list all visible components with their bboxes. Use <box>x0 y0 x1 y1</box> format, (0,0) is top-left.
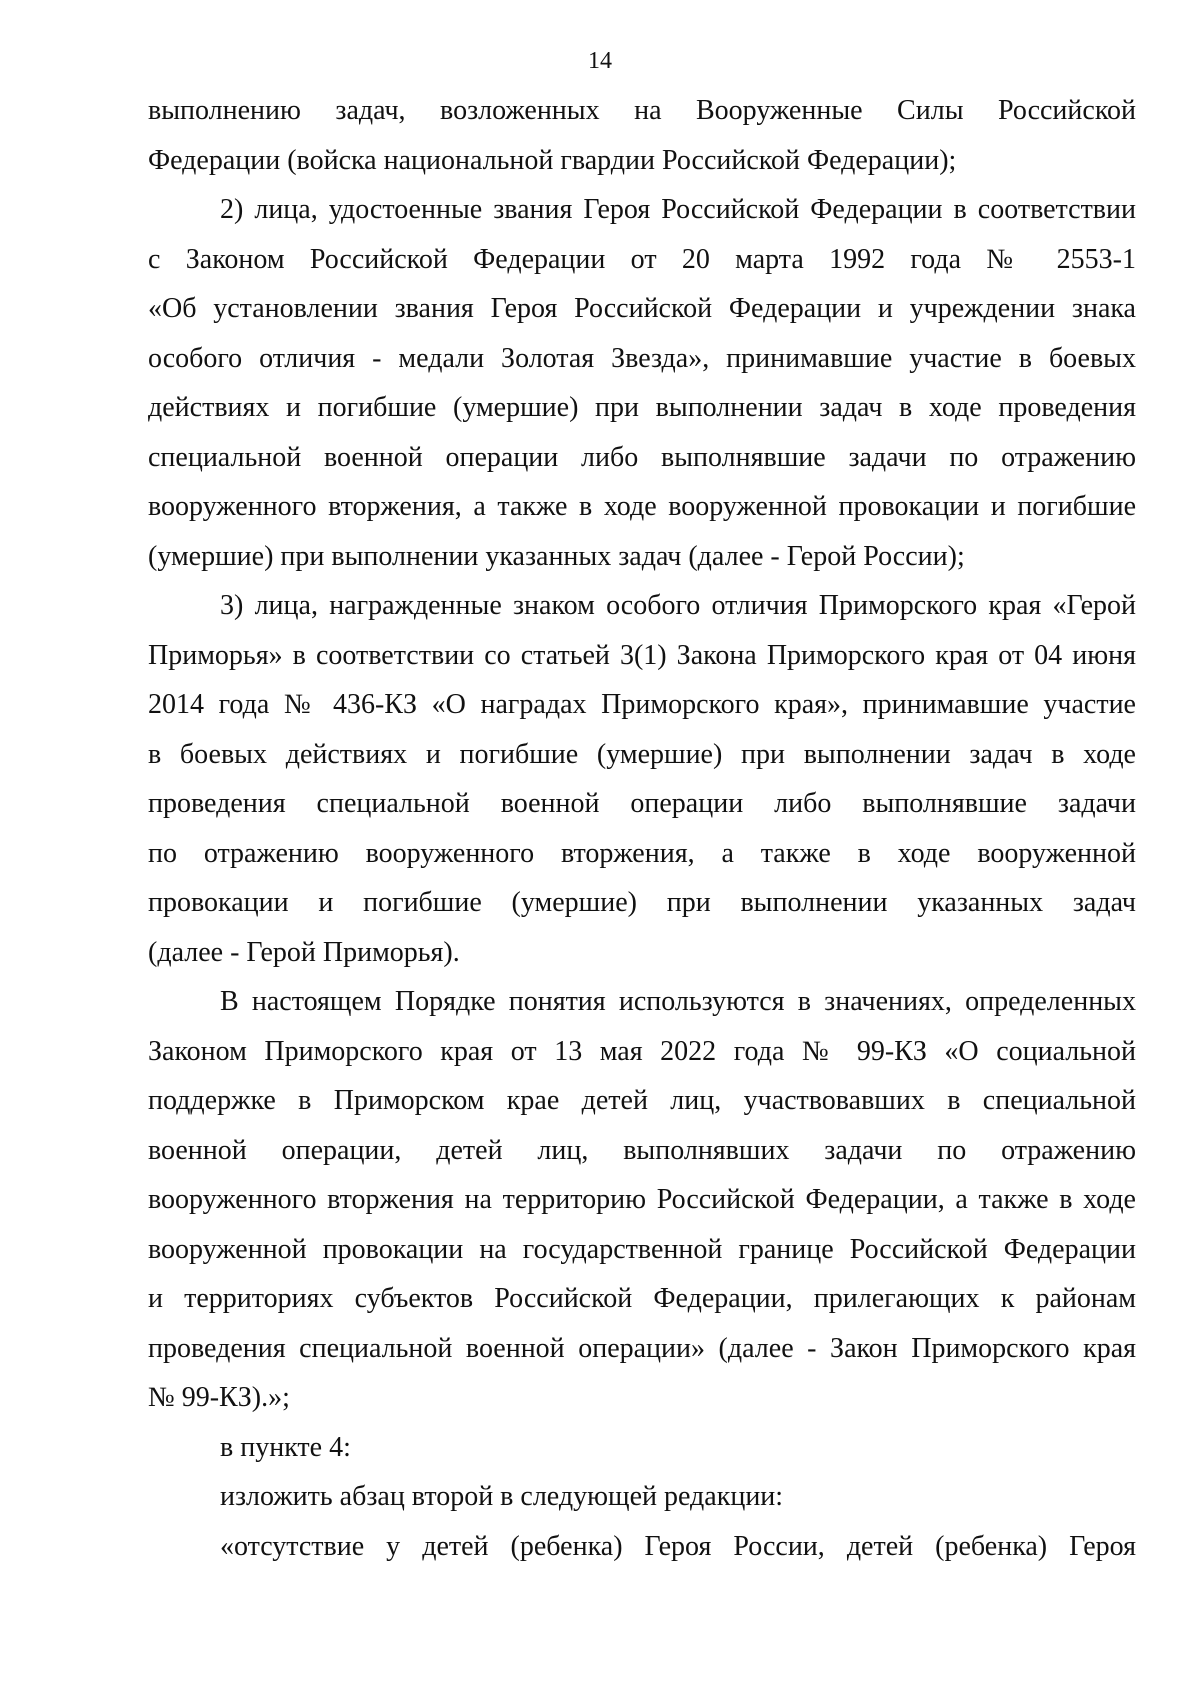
paragraph-4 <box>148 977 1136 1423</box>
text-line: действиях и погибшие (умершие) при выполнении задач в ходе проведения <box>148 392 1136 423</box>
text-line: с Законом Российской Федерации от 20 марта 1992 года № 2553-1 <box>148 243 1136 275</box>
text-line: вооруженного вторжения, а также в ходе вооруженной провокации и погибшие <box>148 491 1136 522</box>
paragraph-7 <box>148 1522 1136 1572</box>
text-line: и территориях субъектов Российской Федерации, прилегающих к районам <box>148 1283 1136 1314</box>
text-line: военной операции, детей лиц, выполнявших задачи по отражению <box>148 1134 1136 1166</box>
text-line: Приморья» в соответствии со статьей 3(1) Закона Приморского края от 04 июня <box>148 639 1136 671</box>
text-line: в пункте 4: <box>220 1431 351 1463</box>
text-line: «отсутствие у детей (ребенка) Героя России, детей (ребенка) Героя <box>220 1530 1136 1562</box>
text-line: вооруженной провокации на государственной границе Российской Федерации <box>148 1233 1136 1265</box>
text-line: в боевых действиях и погибшие (умершие) при выполнении задач в ходе <box>148 738 1136 770</box>
text-line: (умершие) при выполнении указанных задач (далее - Герой России); <box>148 540 965 572</box>
text-line: по отражению вооруженного вторжения, а также в ходе вооруженной <box>148 837 1136 869</box>
text-line: № 99-КЗ).»; <box>148 1382 290 1413</box>
paragraph-2 <box>148 185 1136 581</box>
text-line: выполнению задач, возложенных на Вооруженные Силы Российской <box>148 95 1136 126</box>
text-line: вооруженного вторжения на территорию Российской Федерации, а также в ходе <box>148 1184 1136 1215</box>
text-line: изложить абзац второй в следующей редакции: <box>220 1481 784 1512</box>
text-line: поддержке в Приморском крае детей лиц, участвовавших в специальной <box>148 1085 1136 1116</box>
paragraph-6 <box>148 1472 1136 1522</box>
text-line: провокации и погибшие (умершие) при выполнении указанных задач <box>148 887 1136 918</box>
paragraph-5 <box>148 1423 1136 1473</box>
document-body <box>148 86 1136 1571</box>
text-line: специальной военной операции либо выполнявшие задачи по отражению <box>148 441 1136 473</box>
text-line: «Об установлении звания Героя Российской Федерации и учреждении знака <box>148 293 1136 324</box>
text-line: (далее - Герой Приморья). <box>148 936 460 968</box>
text-line: Федерации (войска национальной гвардии Российской Федерации); <box>148 144 957 176</box>
paragraph-3 <box>148 581 1136 977</box>
text-line: проведения специальной военной операции либо выполнявшие задачи <box>148 788 1136 819</box>
text-line: В настоящем Порядке понятия используются в значениях, определенных <box>220 986 1136 1017</box>
text-line: 2014 года № 436-КЗ «О наградах Приморского края», принимавшие участие <box>148 689 1136 720</box>
paragraph-1 <box>148 86 1136 185</box>
text-line: проведения специальной военной операции» (далее - Закон Приморского края <box>148 1332 1136 1364</box>
text-line: Законом Приморского края от 13 мая 2022 года № 99-КЗ «О социальной <box>148 1035 1136 1067</box>
text-line: особого отличия - медали Золотая Звезда», принимавшие участие в боевых <box>148 342 1136 374</box>
page-number: 14 <box>588 48 612 74</box>
text-line: 3) лица, награжденные знаком особого отличия Приморского края «Герой <box>220 590 1136 621</box>
text-line: 2) лица, удостоенные звания Героя Российской Федерации в соответствии <box>220 194 1136 225</box>
